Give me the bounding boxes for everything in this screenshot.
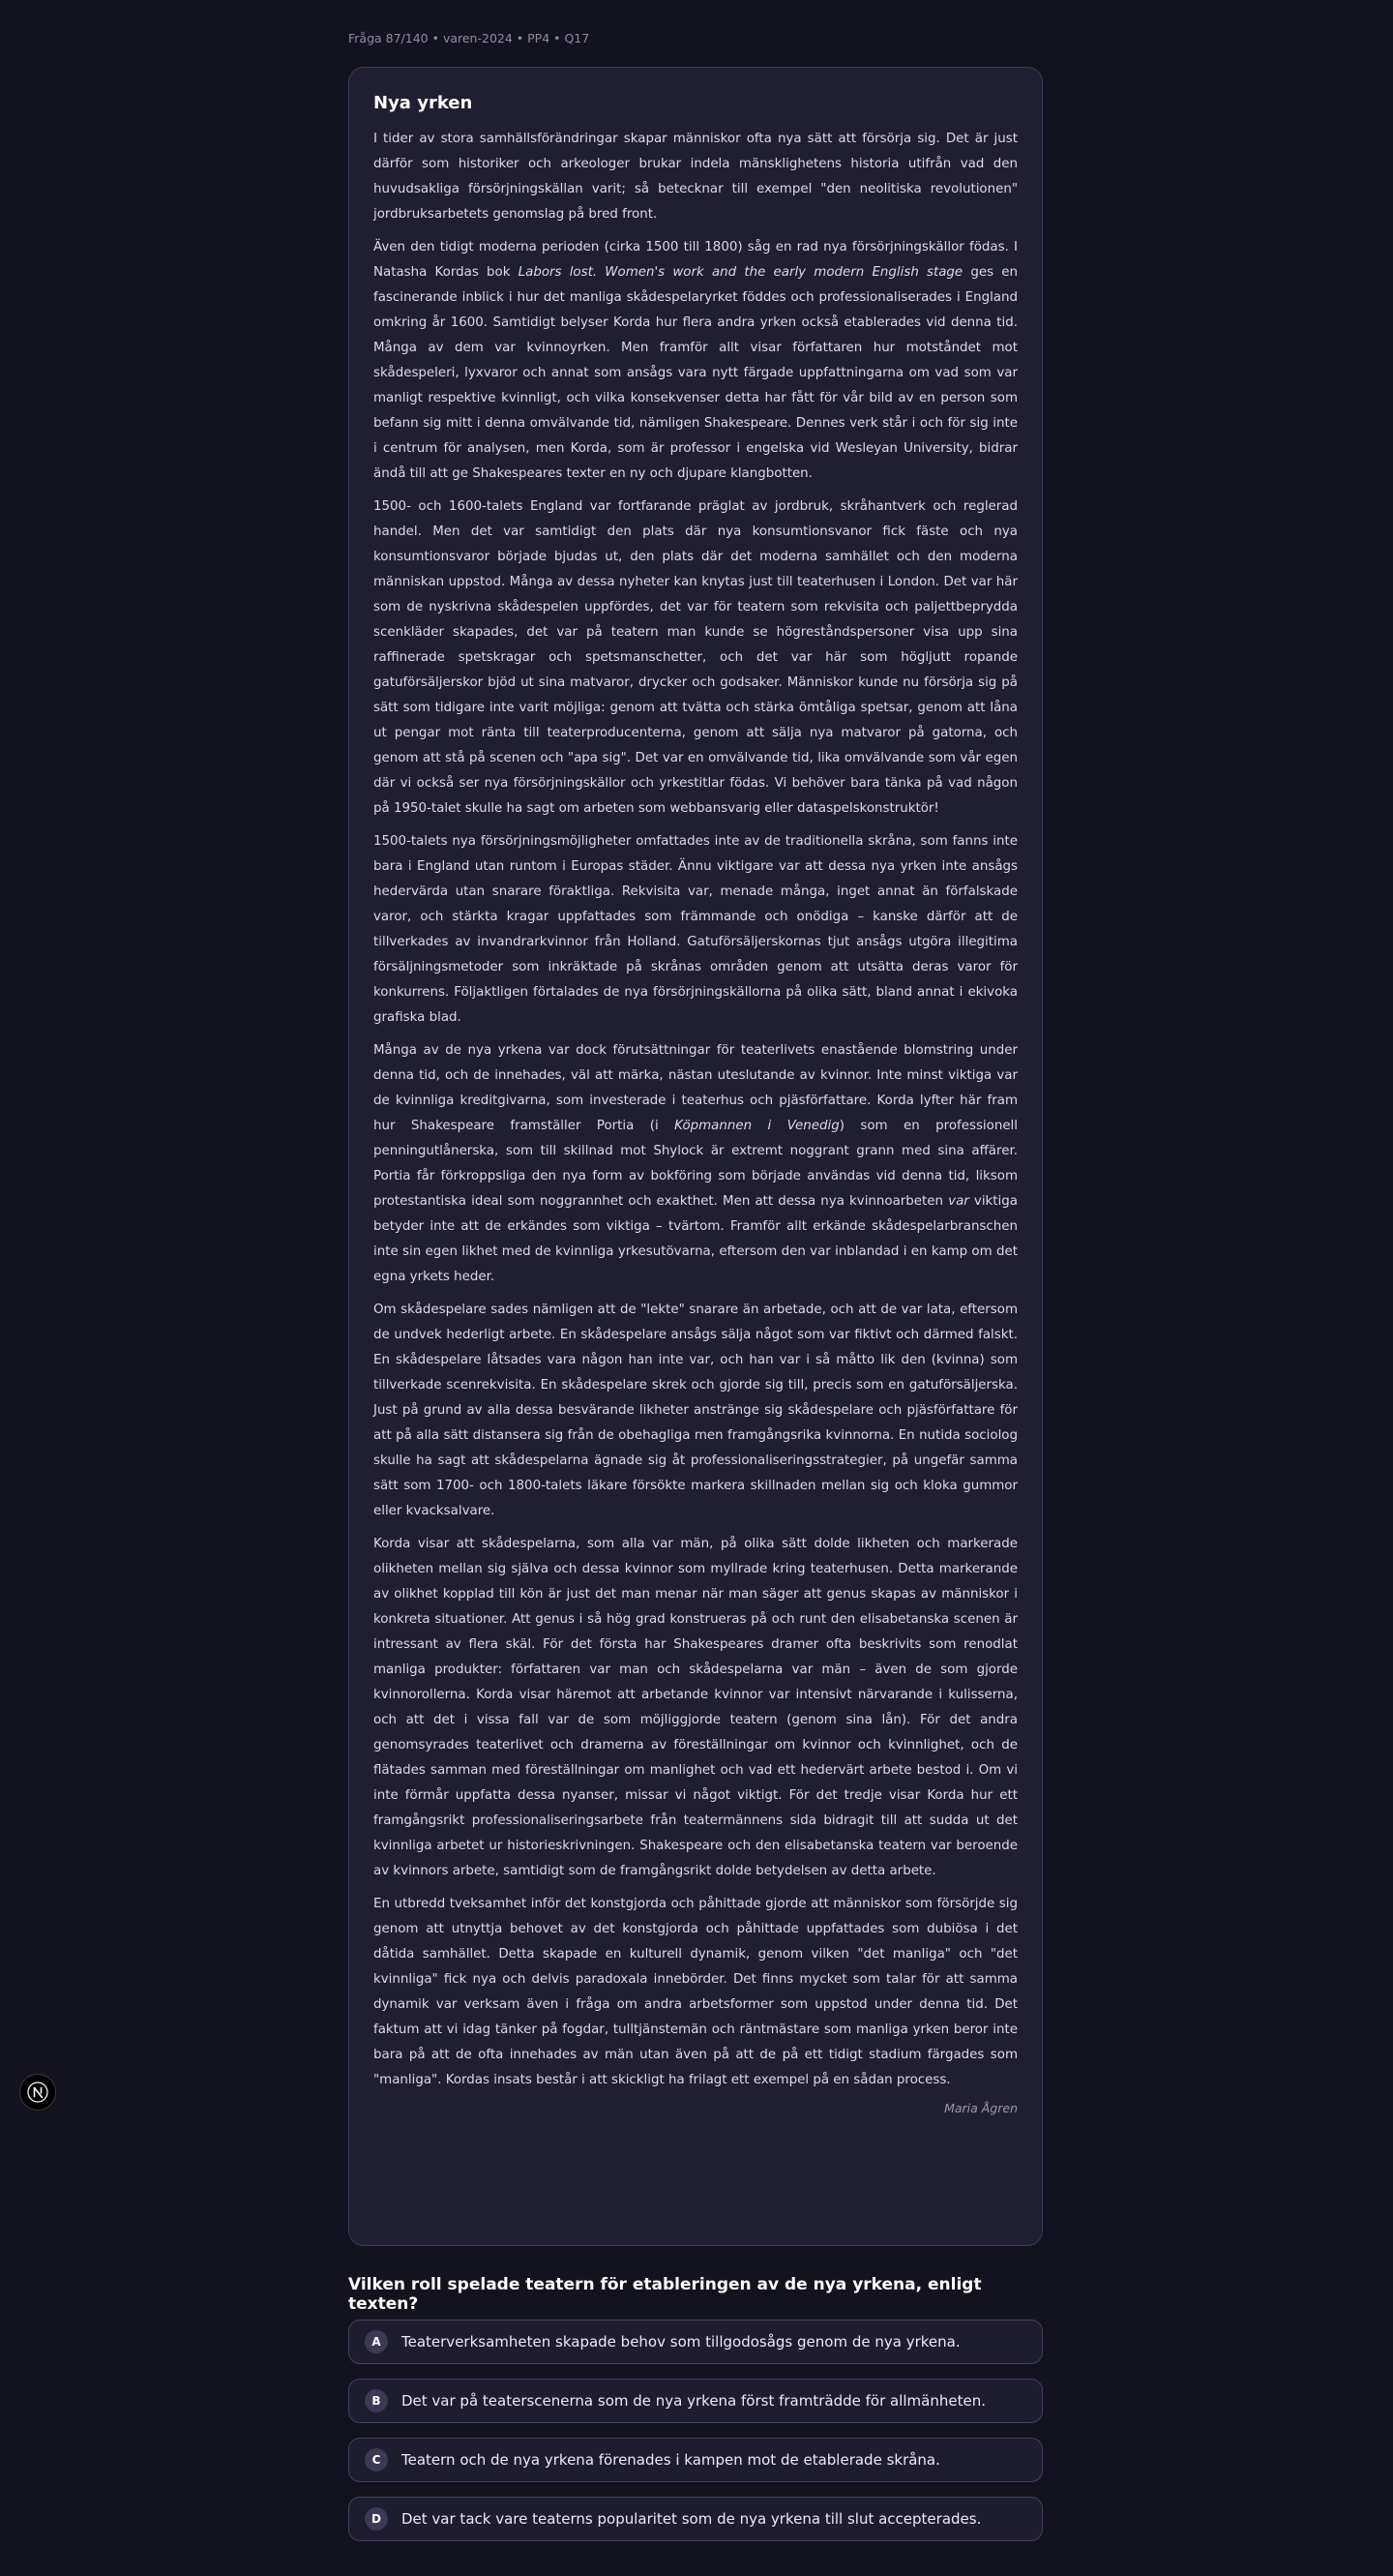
option-text: Teaterverksamheten skapade behov som tillgodosågs genom de nya yrkena. <box>401 2333 961 2351</box>
option-text: Det var på teaterscenerna som de nya yrkena först framträdde för allmänheten. <box>401 2392 986 2410</box>
paragraph-1: I tider av stora samhällsförändringar skapar människor ofta nya sätt att försörja sig. Det är just därför som historiker och arkeologer brukar indela mänsklighetens historia utifrån vad den huvudsakliga försörjningskällan varit; så betecknar till exempel "den neolitiska revolutionen" jordbruksarbetets genomslag på bred front. <box>373 132 1018 222</box>
n-logo-icon <box>27 2082 48 2103</box>
paragraph-6: Om skådespelare sades nämligen att de "lekte" snarare än arbetade, och att de var lata, eftersom de undvek hederligt arbete. En skådespelare ansågs sälja något som var fiktivt och därmed falskt. En skådespelare låtsades vara någon han inte var, och han var i så måtto lik den (kvinna) som tillverkade scenrekvisita. En skådespelare skrek och gjorde sig till, precis som en gatuförsäljerska. Just på grund av alla dessa besvärande likheter anstränge sig skådespelare och pjäsförfattare för att på alla sätt distansera sig från de obehagliga men framgångsrika kvinnorna. En nutida sociolog skulle ha sagt att skådespelarna ägnade sig åt professionaliseringsstrategier, på ungefär samma sätt som 1700- och 1800-talets läkare försökte markera skillnaden mellan sig och kloka gummor eller kvacksalvare. <box>373 1303 1018 1518</box>
paragraph-2: Även den tidigt moderna perioden (cirka 1500 till 1800) såg en rad nya försörjningskällor födas. I Natasha Kordas bok Labors lost. Women's work and the early modern English stage ges en fascinerande inblick i hur det manliga skådespelaryrket föddes och professionaliserades i England omkring år 1600. Samtidigt belyser Korda hur flera andra yrken också etablerades vid denna tid. Många av dem var kvinnoyrken. Men framför allt visar författaren hur motståndet mot skådespeleri, lyxvaror och annat som ansågs vara nytt färgade uppfattningarna om vad som var manligt respektive kvinnligt, och vilka konsekvenser detta har fått för vår bild av en person som befann sig mitt i denna omvälvande tid, nämligen Shakespeare. Dennes verk står i och för sig inte i centrum för analysen, men Korda, som är professor i engelska vid Wesleyan University, bidrar ändå till att ge Shakespeares texter en ny och djupare klangbotten. <box>373 240 1019 481</box>
answer-option-b[interactable] <box>348 2379 1043 2423</box>
paragraph-4: 1500-talets nya försörjningsmöjligheter omfattades inte av de traditionella skråna, som fanns inte bara i England utan runtom i Europas städer. Ännu viktigare var att dessa nya yrken inte ansågs hedervärda utan snarare föraktliga. Rekvisita var, menade många, inget annat än förfalskade varor, och stärkta kragar uppfattades som främmande och onödiga – kanske därför att de tillverkades av invandrarkvinnor från Holland. Gatuförsäljerskornas tjut ansågs utgöra illegitima försäljningsmetoder som inkräktade på skrånas områden genom att utsätta deras varor för konkurrens. Följaktligen förtalades de nya försörjningskällorna på olika sätt, bland annat i ekivoka grafiska blad. <box>373 834 1018 1025</box>
option-letter: C <box>365 2448 388 2471</box>
dev-tools-badge[interactable] <box>19 2074 56 2111</box>
article-card <box>348 67 1043 2246</box>
option-letter: A <box>365 2330 388 2353</box>
answer-option-d[interactable] <box>348 2497 1043 2541</box>
answer-option-c[interactable] <box>348 2438 1043 2482</box>
paragraph-7: Korda visar att skådespelarna, som alla var män, på olika sätt dolde likheten och markerade olikheten mellan sig själva och dessa kvinnor som myllrade kring teaterhusen. Detta markerande av olikhet kopplad till kön är just det man menar när man säger att genus skapas av människor i konkreta situationer. Att genus i så hög grad konstrueras på och runt den elisabetanska scenen är intressant av flera skäl. För det första har Shakespeares dramer ofta beskrivits som renodlat manliga produkter: författaren var man och skådespelarna var män – även de som gjorde kvinnorollerna. Korda visar häremot att arbetande kvinnor var intensivt närvarande i kulisserna, och att det i vissa fall var de som möjliggjorde teatern (genom sina lån). För det andra genomsyrades teaterlivet och dramerna av föreställningar om kvinnor och kvinnlighet, och de flätades samman med föreställningar om manlighet och vad ett hedervärt arbete bestod i. Om vi inte förmår uppfatta dessa nyanser, missar vi något viktigt. För det tredje visar Korda hur ett framgångsrikt professionaliseringsarbete från teatermännens sida bidragit till att sudda ut det kvinnliga arbetet ur historieskrivningen. Shakespeare och den elisabetanska teatern var beroende av kvinnors arbete, samtidigt som de framgångsrikt dolde betydelsen av detta arbete. <box>373 1537 1018 1878</box>
option-letter: D <box>365 2507 388 2531</box>
question-meta: Fråga 87/140 • varen-2024 • PP4 • Q17 <box>348 31 590 45</box>
book-title: Labors lost. Women's work and the early modern English stage <box>518 265 963 280</box>
paragraph-5: Många av de nya yrkena var dock förutsättningar för teaterlivets enastående blomstring under denna tid, och de innehades, väl att märka, nästan uteslutande av kvinnor. Inte minst viktiga var de kvinnliga kreditgivarna, som investerade i teaterhus och pjäsförfattare. Korda lyfter här fram hur Shakespeare framställer Portia (i Köpmannen i Venedig) som en professionell penningutlånerska, som till skillnad mot Shylock är extremt noggrant grann med sina affärer. Portia får förkroppsliga den nya form av bokföring som började användas vid denna tid, liksom protestantiska ideal som noggrannhet och exakthet. Men att dessa nya kvinnoarbeten var viktiga betyder inte att de erkändes som viktiga – tvärtom. Framför allt erkände skådespelarbranschen inte sin egen likhet med de kvinnliga yrkesutövarna, eftersom den var inblandad i en kamp om det egna yrkets heder. <box>373 1043 1018 1284</box>
paragraph-8: En utbredd tveksamhet inför det konstgjorda och påhittade gjorde att människor som försörjde sig genom att utnyttja behovet av det konstgjorda och påhittade uppfattades som dubiösa i det dåtida samhället. Detta skapade en kulturell dynamik, genom vilken "det manliga" och "det kvinnliga" fick nya och delvis paradoxala innebörder. Det finns mycket som talar för att samma dynamik var verksam även i fråga om andra arbetsformer som uppstod under denna tid. Det faktum att vi idag tänker på fogdar, tulltjänstemän och räntmästare som manliga yrken beror inte bara på att de ofta innehades av män utan även på att de på ett tidigt stadium färgades som "manliga". Kordas insats består i att skickligt ha frilagt ett exempel på en sådan process. <box>373 1897 1018 2087</box>
option-text: Teatern och de nya yrkena förenades i kampen mot de etablerade skråna. <box>401 2451 940 2469</box>
question-text: Vilken roll spelade teatern för etableringen av de nya yrkena, enligt texten? <box>348 2275 982 2314</box>
article-title: Nya yrken <box>373 93 473 113</box>
option-letter: B <box>365 2389 388 2412</box>
answer-option-a[interactable] <box>348 2320 1043 2364</box>
play-title: Köpmannen i Venedig <box>674 1119 840 1133</box>
paragraph-3: 1500- och 1600-talets England var fortfarande präglat av jordbruk, skråhantverk och reglerad handel. Men det var samtidigt den plats där nya konsumtionsvanor fick fäste och nya konsumtionsvaror började bjudas ut, den plats där det moderna samhället och den moderna människan uppstod. Många av dessa nyheter kan knytas just till teaterhusen i London. Det var här som de nyskrivna skådespelen uppfördes, det var för teatern som rekvisita och paljettbeprydda scenkläder skapades, det var på teatern man kunde se högreståndspersoner visa upp sina raffinerade spetskragar och spetsmanschetter, och det var här som högljutt ropande gatuförsäljerskor bjöd ut sina matvaror, drycker och godsaker. Människor kunde nu försörja sig på sätt som tidigare inte varit möjliga: genom att tvätta och stärka ömtåliga spetsar, genom att låna ut pengar mot ränta till teaterproducenterna, genom att sälja nya matvaror på gatorna, och genom att stå på scenen och "apa sig". Det var en omvälvande tid, lika omvälvande som vår egen där vi också ser nya försörjningskällor och yrkestitlar födas. Vi behöver bara tänka på vad någon på 1950-talet skulle ha sagt om arbeten som webbansvarig eller dataspelskonstruktör! <box>373 499 1018 816</box>
article-author: Maria Ågren <box>944 2101 1018 2115</box>
option-text: Det var tack vare teaterns popularitet som de nya yrkena till slut accepterades. <box>401 2510 982 2528</box>
